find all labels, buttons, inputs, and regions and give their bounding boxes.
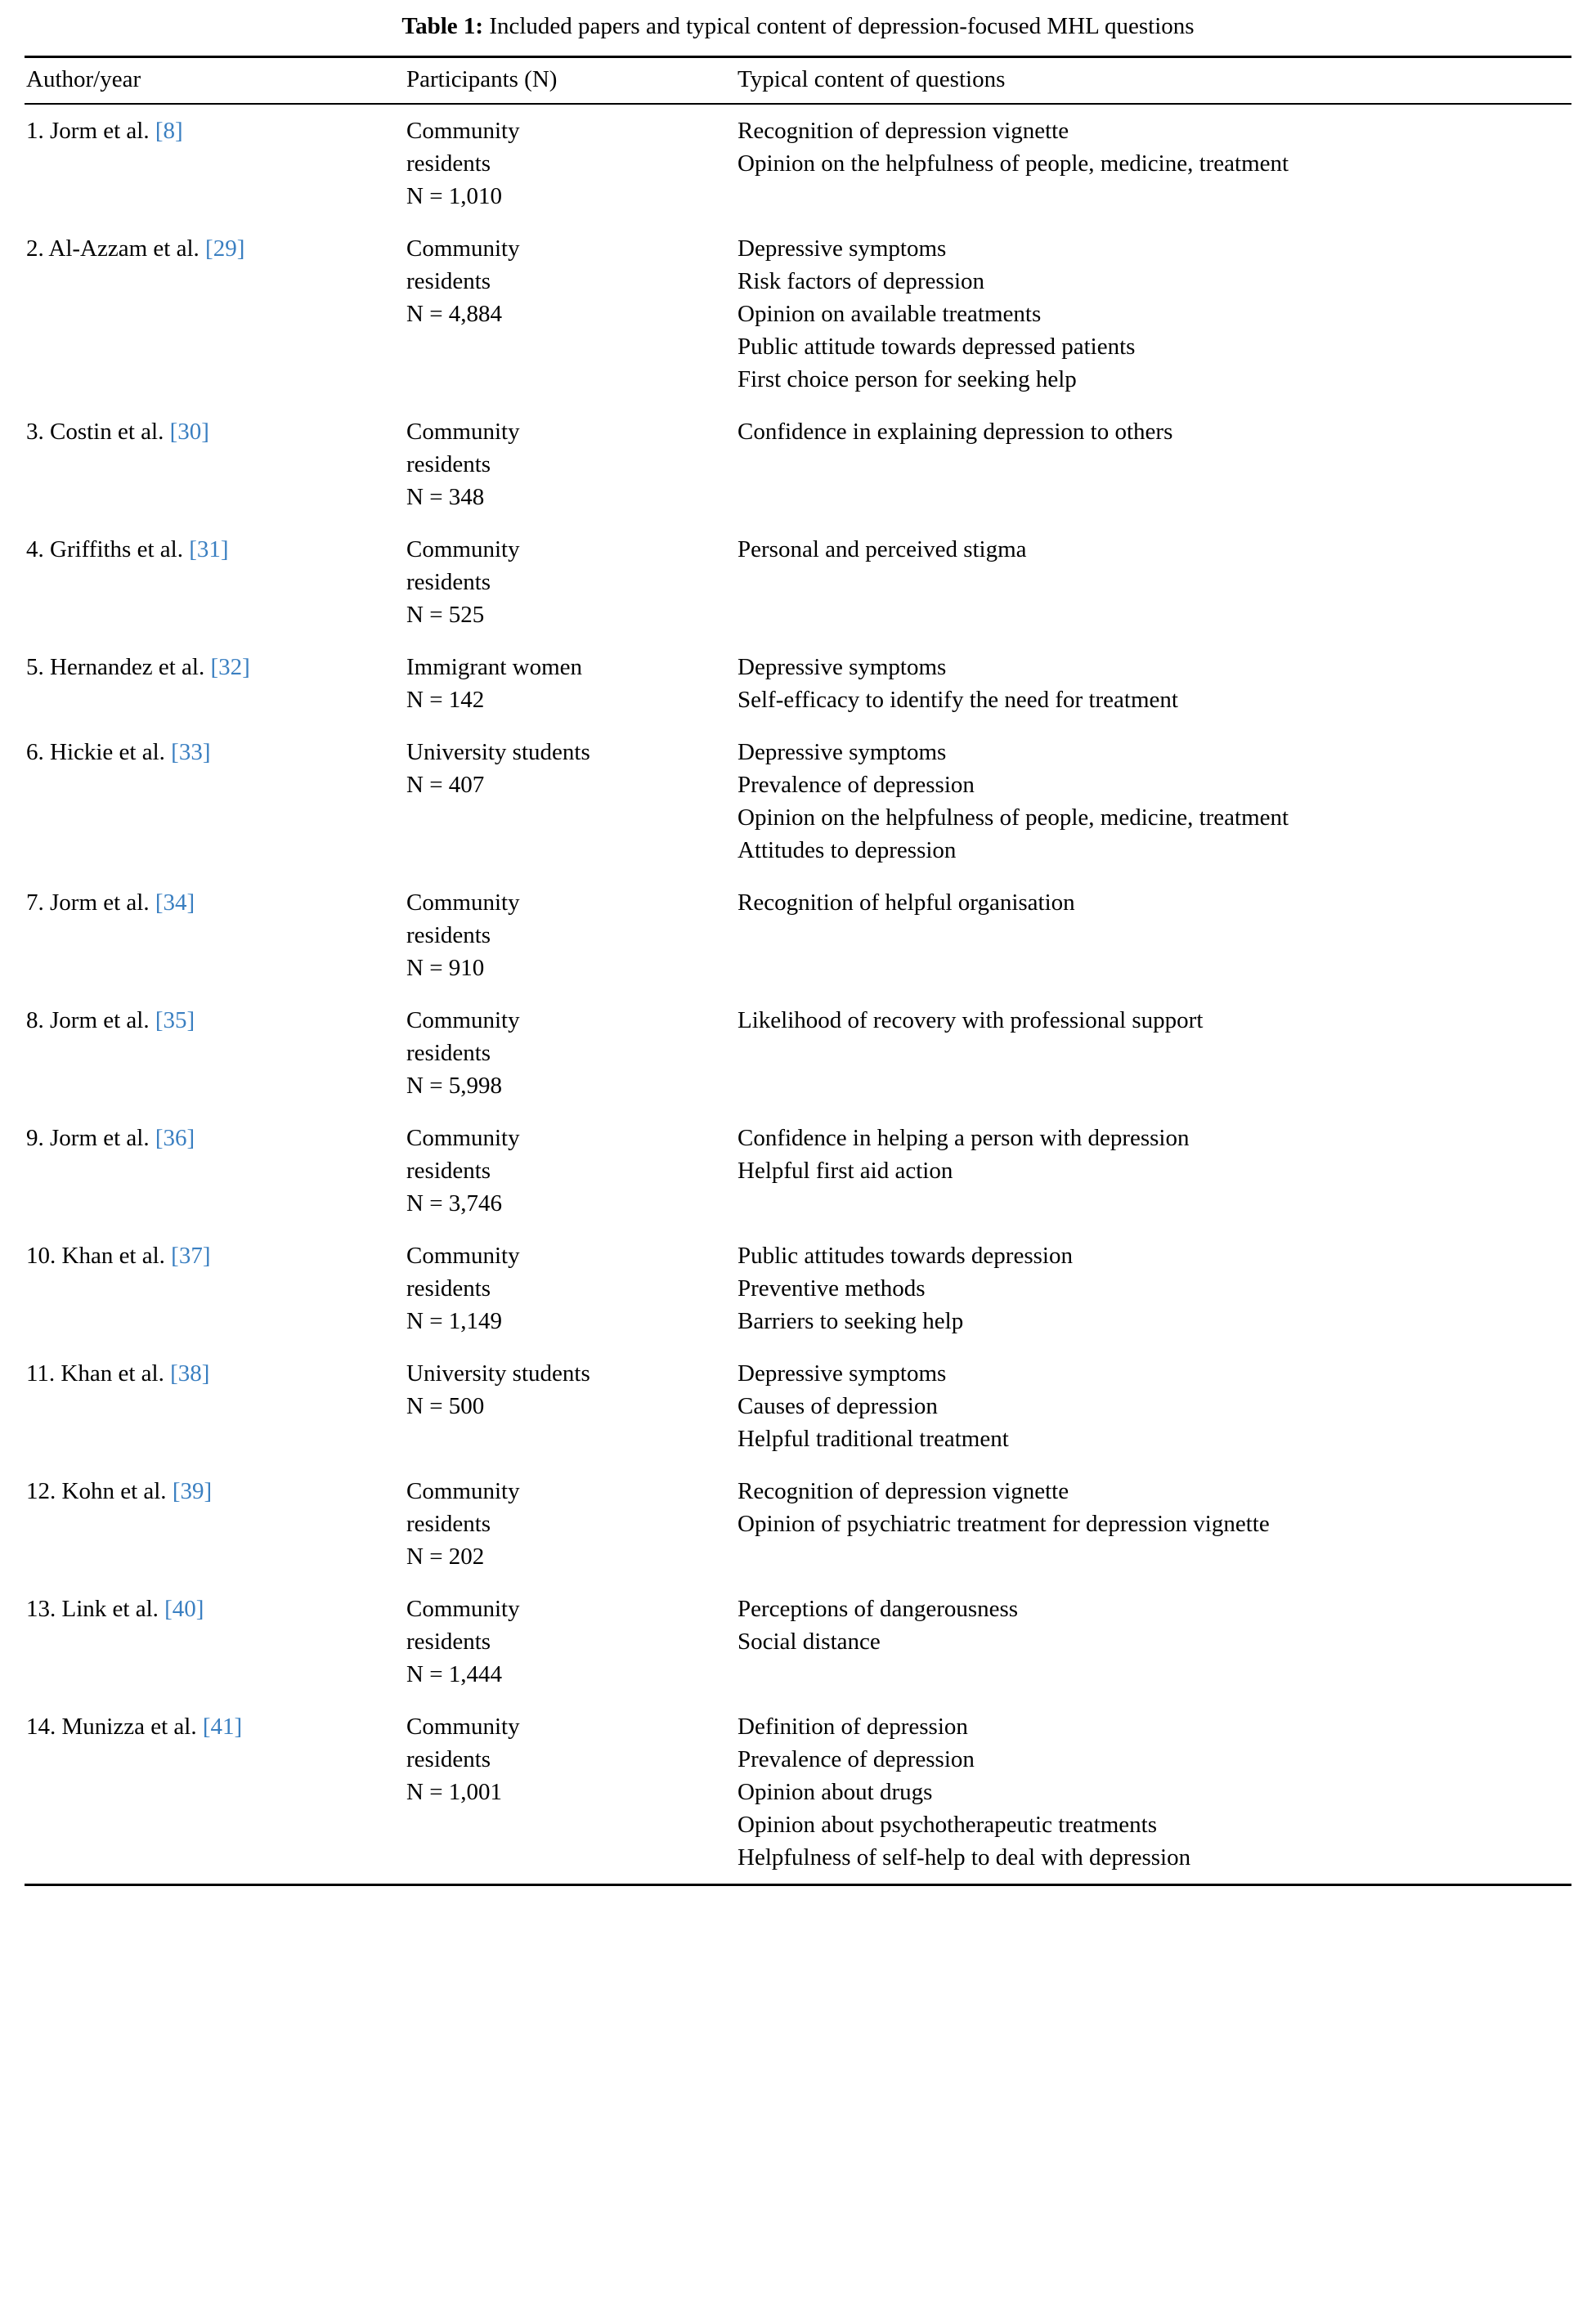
table-row bbox=[25, 1230, 1571, 1347]
cell-author-year bbox=[25, 405, 405, 523]
participants-line: residents bbox=[406, 1040, 491, 1067]
cell-author-year bbox=[25, 1465, 405, 1583]
participants-line: residents bbox=[406, 1746, 491, 1773]
cell-question-content bbox=[736, 726, 1571, 876]
participants-line: N = 4,884 bbox=[406, 300, 503, 327]
column-header-participants: Participants (N) bbox=[405, 56, 736, 104]
question-content-line: Likelihood of recovery with professional support bbox=[737, 1007, 1204, 1034]
author-name: 14. Munizza et al. bbox=[26, 1714, 203, 1741]
table-row bbox=[25, 641, 1571, 726]
question-content-line: Prevalence of depression bbox=[737, 771, 975, 798]
cell-question-content bbox=[736, 1583, 1571, 1700]
cell-question-content bbox=[736, 104, 1571, 222]
included-papers-table bbox=[25, 56, 1571, 1887]
participants-line: N = 1,149 bbox=[406, 1308, 503, 1335]
question-content-line: Depressive symptoms bbox=[737, 235, 947, 262]
participants-line: residents bbox=[406, 1511, 491, 1538]
cell-author-year bbox=[25, 994, 405, 1112]
cell-participants bbox=[405, 1700, 736, 1885]
question-content-line: Opinion about psychotherapeutic treatments bbox=[737, 1812, 1157, 1839]
participants-line: Community bbox=[406, 1596, 520, 1623]
cell-question-content bbox=[736, 1230, 1571, 1347]
table-row bbox=[25, 994, 1571, 1112]
table-row bbox=[25, 876, 1571, 994]
author-name: 5. Hernandez et al. bbox=[26, 653, 211, 680]
participants-line: residents bbox=[406, 1158, 491, 1185]
question-content-line: Social distance bbox=[737, 1629, 881, 1656]
cell-author-year bbox=[25, 1583, 405, 1700]
table-body bbox=[25, 104, 1571, 1885]
table-row bbox=[25, 726, 1571, 876]
reference-link[interactable]: [36] bbox=[155, 1125, 195, 1152]
cell-author-year bbox=[25, 1347, 405, 1465]
question-content-line: Helpfulness of self-help to deal with depression bbox=[737, 1844, 1191, 1871]
cell-participants bbox=[405, 726, 736, 876]
participants-line: Community bbox=[406, 1714, 520, 1741]
reference-link[interactable]: [32] bbox=[210, 653, 250, 680]
cell-question-content bbox=[736, 222, 1571, 405]
table-row bbox=[25, 104, 1571, 222]
participants-line: N = 407 bbox=[406, 771, 485, 798]
question-content-line: Barriers to seeking help bbox=[737, 1308, 964, 1335]
question-content-line: Recognition of helpful organisation bbox=[737, 889, 1075, 916]
cell-question-content bbox=[736, 405, 1571, 523]
question-content-line: Preventive methods bbox=[737, 1275, 926, 1302]
table-row bbox=[25, 1583, 1571, 1700]
question-content-line: Helpful traditional treatment bbox=[737, 1426, 1009, 1453]
cell-participants bbox=[405, 1112, 736, 1230]
participants-line: N = 348 bbox=[406, 483, 485, 510]
cell-author-year bbox=[25, 1700, 405, 1885]
table-caption-text: Included papers and typical content of depression-focused MHL questions bbox=[483, 13, 1195, 39]
question-content-line: Helpful first aid action bbox=[737, 1158, 953, 1185]
question-content-line: Personal and perceived stigma bbox=[737, 535, 1027, 562]
participants-line: Community bbox=[406, 535, 520, 562]
cell-author-year bbox=[25, 1230, 405, 1347]
author-name: 11. Khan et al. bbox=[26, 1360, 171, 1387]
participants-line: N = 1,010 bbox=[406, 182, 503, 209]
reference-link[interactable]: [37] bbox=[171, 1243, 211, 1270]
participants-line: residents bbox=[406, 922, 491, 949]
table-row bbox=[25, 1347, 1571, 1465]
participants-line: N = 910 bbox=[406, 955, 485, 982]
cell-question-content bbox=[736, 1347, 1571, 1465]
participants-line: Community bbox=[406, 117, 520, 144]
cell-question-content bbox=[736, 641, 1571, 726]
participants-line: N = 5,998 bbox=[406, 1073, 503, 1100]
cell-author-year bbox=[25, 641, 405, 726]
table-caption-label: Table 1: bbox=[401, 13, 484, 39]
cell-author-year bbox=[25, 523, 405, 641]
participants-line: N = 525 bbox=[406, 601, 485, 628]
cell-question-content bbox=[736, 1112, 1571, 1230]
question-content-line: Recognition of depression vignette bbox=[737, 117, 1069, 144]
author-name: 10. Khan et al. bbox=[26, 1243, 172, 1270]
author-name: 12. Kohn et al. bbox=[26, 1478, 173, 1505]
reference-link[interactable]: [35] bbox=[155, 1007, 195, 1034]
cell-author-year bbox=[25, 104, 405, 222]
participants-line: residents bbox=[406, 150, 491, 177]
question-content-line: Opinion on the helpfulness of people, medicine, treatment bbox=[737, 150, 1289, 177]
cell-participants bbox=[405, 1347, 736, 1465]
participants-line: Community bbox=[406, 1007, 520, 1034]
cell-participants bbox=[405, 405, 736, 523]
cell-participants bbox=[405, 104, 736, 222]
table-row bbox=[25, 1465, 1571, 1583]
question-content-line: Attitudes to depression bbox=[737, 836, 957, 863]
participants-line: Community bbox=[406, 235, 520, 262]
reference-link[interactable]: [8] bbox=[155, 117, 183, 144]
cell-author-year bbox=[25, 726, 405, 876]
author-name: 9. Jorm et al. bbox=[26, 1125, 155, 1152]
reference-link[interactable]: [38] bbox=[170, 1360, 210, 1387]
table-row bbox=[25, 405, 1571, 523]
author-name: 13. Link et al. bbox=[26, 1596, 165, 1623]
table-caption bbox=[25, 0, 1571, 56]
participants-line: residents bbox=[406, 450, 491, 477]
participants-line: residents bbox=[406, 568, 491, 595]
table-row bbox=[25, 1112, 1571, 1230]
reference-link[interactable]: [33] bbox=[171, 738, 211, 765]
cell-participants bbox=[405, 1230, 736, 1347]
reference-link[interactable]: [34] bbox=[155, 889, 195, 916]
table-row bbox=[25, 1700, 1571, 1885]
question-content-line: First choice person for seeking help bbox=[737, 365, 1077, 392]
cell-author-year bbox=[25, 1112, 405, 1230]
participants-line: residents bbox=[406, 1629, 491, 1656]
table-header bbox=[25, 56, 1571, 104]
author-name: 1. Jorm et al. bbox=[26, 117, 155, 144]
reference-link[interactable]: [30] bbox=[169, 418, 209, 445]
question-content-line: Risk factors of depression bbox=[737, 267, 985, 294]
table-row bbox=[25, 222, 1571, 405]
reference-link[interactable]: [31] bbox=[189, 535, 229, 562]
question-content-line: Prevalence of depression bbox=[737, 1746, 975, 1773]
question-content-line: Recognition of depression vignette bbox=[737, 1478, 1069, 1505]
reference-link[interactable]: [39] bbox=[172, 1478, 213, 1505]
cell-participants bbox=[405, 641, 736, 726]
question-content-line: Depressive symptoms bbox=[737, 1360, 947, 1387]
table-header-row bbox=[25, 56, 1571, 104]
question-content-line: Definition of depression bbox=[737, 1714, 968, 1741]
author-name: 4. Griffiths et al. bbox=[26, 535, 190, 562]
question-content-line: Public attitude towards depressed patients bbox=[737, 333, 1136, 360]
reference-link[interactable]: [40] bbox=[164, 1596, 204, 1623]
cell-participants bbox=[405, 1465, 736, 1583]
column-header-author: Author/year bbox=[25, 56, 405, 104]
participants-line: Community bbox=[406, 889, 520, 916]
question-content-line: Public attitudes towards depression bbox=[737, 1243, 1073, 1270]
participants-line: Community bbox=[406, 1243, 520, 1270]
author-name: 7. Jorm et al. bbox=[26, 889, 155, 916]
cell-author-year bbox=[25, 222, 405, 405]
cell-author-year bbox=[25, 876, 405, 994]
participants-line: N = 500 bbox=[406, 1393, 485, 1420]
participants-line: residents bbox=[406, 267, 491, 294]
cell-question-content bbox=[736, 876, 1571, 994]
author-name: 3. Costin et al. bbox=[26, 418, 170, 445]
participants-line: University students bbox=[406, 738, 590, 765]
cell-participants bbox=[405, 1583, 736, 1700]
question-content-line: Confidence in explaining depression to others bbox=[737, 418, 1173, 445]
question-content-line: Causes of depression bbox=[737, 1393, 938, 1420]
question-content-line: Confidence in helping a person with depression bbox=[737, 1125, 1190, 1152]
reference-link[interactable]: [41] bbox=[202, 1714, 243, 1741]
participants-line: N = 1,444 bbox=[406, 1661, 503, 1688]
question-content-line: Perceptions of dangerousness bbox=[737, 1596, 1019, 1623]
cell-participants bbox=[405, 994, 736, 1112]
cell-question-content bbox=[736, 1700, 1571, 1885]
question-content-line: Opinion of psychiatric treatment for depression vignette bbox=[737, 1511, 1270, 1538]
author-name: 6. Hickie et al. bbox=[26, 738, 172, 765]
table-row bbox=[25, 523, 1571, 641]
author-name: 2. Al-Azzam et al. bbox=[26, 235, 206, 262]
cell-participants bbox=[405, 523, 736, 641]
column-header-content: Typical content of questions bbox=[736, 56, 1571, 104]
reference-link[interactable]: [29] bbox=[205, 235, 245, 262]
cell-participants bbox=[405, 222, 736, 405]
question-content-line: Depressive symptoms bbox=[737, 738, 947, 765]
cell-question-content bbox=[736, 994, 1571, 1112]
author-name: 8. Jorm et al. bbox=[26, 1007, 155, 1034]
cell-question-content bbox=[736, 1465, 1571, 1583]
participants-line: N = 3,746 bbox=[406, 1190, 503, 1217]
participants-line: Community bbox=[406, 1125, 520, 1152]
question-content-line: Self-efficacy to identify the need for treatment bbox=[737, 686, 1178, 713]
participants-line: Community bbox=[406, 1478, 520, 1505]
participants-line: residents bbox=[406, 1275, 491, 1302]
question-content-line: Opinion about drugs bbox=[737, 1779, 933, 1806]
question-content-line: Depressive symptoms bbox=[737, 653, 947, 680]
cell-participants bbox=[405, 876, 736, 994]
cell-question-content bbox=[736, 523, 1571, 641]
participants-line: N = 202 bbox=[406, 1544, 485, 1570]
participants-line: Community bbox=[406, 418, 520, 445]
participants-line: N = 1,001 bbox=[406, 1779, 503, 1806]
participants-line: Immigrant women bbox=[406, 653, 583, 680]
participants-line: University students bbox=[406, 1360, 590, 1387]
participants-line: N = 142 bbox=[406, 686, 485, 713]
question-content-line: Opinion on the helpfulness of people, medicine, treatment bbox=[737, 804, 1289, 831]
question-content-line: Opinion on available treatments bbox=[737, 300, 1042, 327]
